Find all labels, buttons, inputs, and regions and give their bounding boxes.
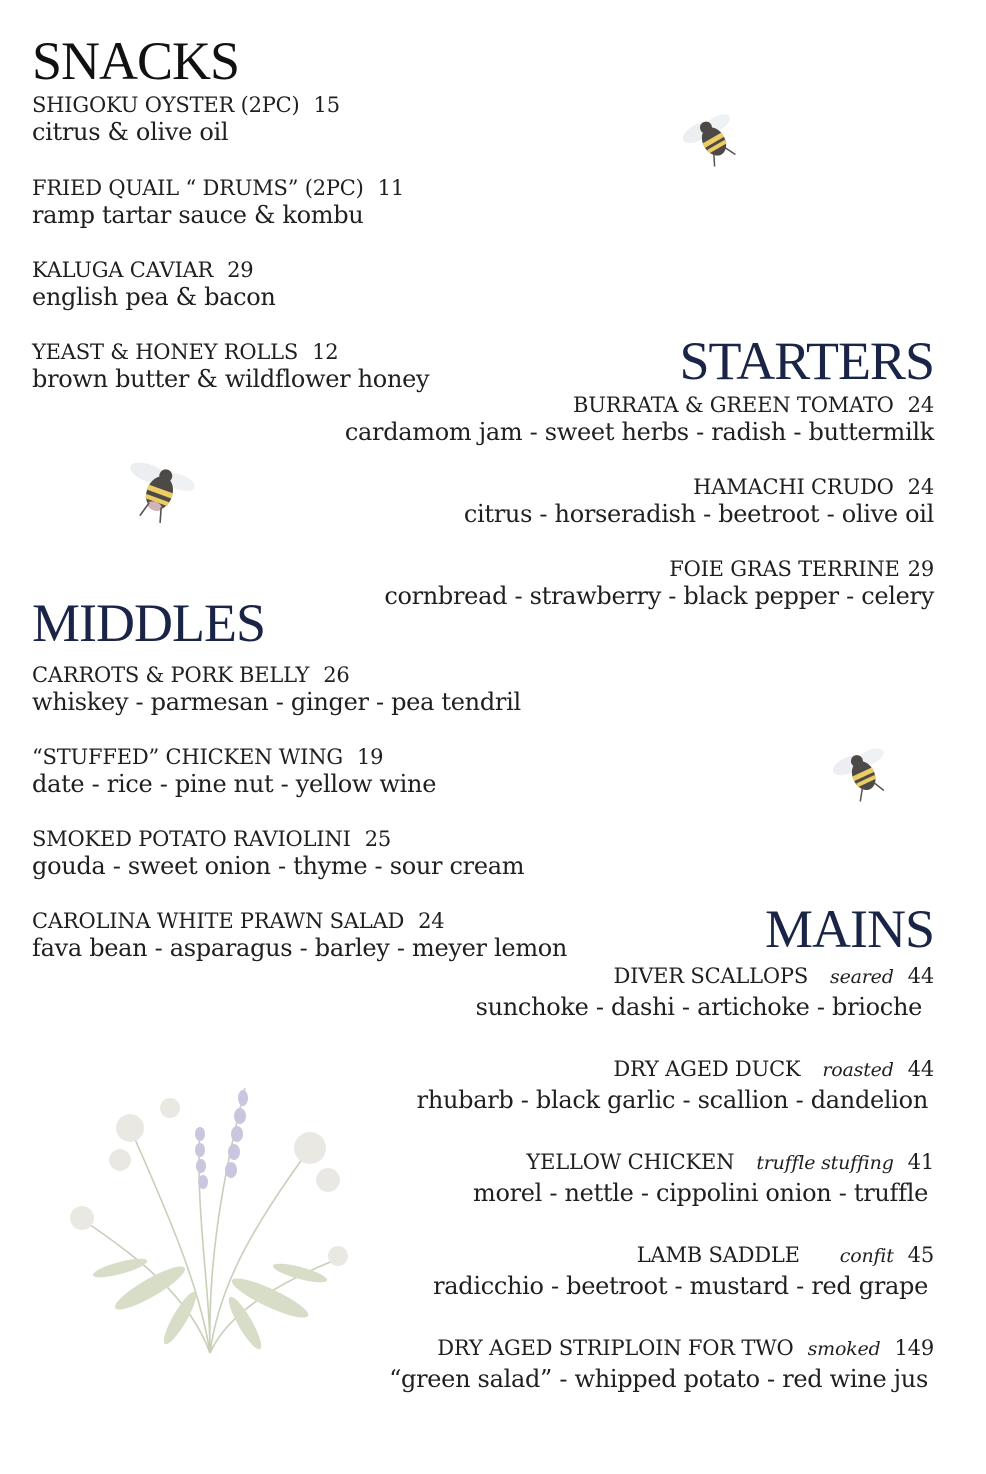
menu-item-dry-aged-duck (417, 1056, 934, 1114)
item-name: KALUGA CAVIAR (32, 258, 214, 282)
item-name: SMOKED POTATO RAVIOLINI (32, 827, 351, 851)
menu-item-dry-aged-striploin (389, 1335, 934, 1393)
item-name: YEAST & HONEY ROLLS (32, 340, 299, 364)
item-description: date - rice - pine nut - yellow wine (32, 770, 437, 798)
wildflower-bouquet-illustration (60, 1068, 360, 1358)
item-description: brown butter & wildflower honey (32, 365, 430, 393)
item-description: cardamom jam - sweet herbs - radish - buttermilk (344, 418, 934, 446)
item-description: citrus & olive oil (32, 118, 229, 146)
item-price: 44 (907, 964, 934, 988)
snacks-heading: SNACKS (32, 31, 240, 91)
menu-item-shigoku-oyster (32, 92, 340, 146)
item-name: FRIED QUAIL “ DRUMS” (2PC) (32, 176, 364, 200)
item-name: YELLOW CHICKEN (526, 1150, 735, 1174)
item-name: CAROLINA WHITE PRAWN SALAD (32, 909, 405, 933)
item-description: morel - nettle - cippolini onion - truffle (472, 1179, 928, 1207)
item-description: cornbread - strawberry - black pepper - celery (384, 582, 934, 610)
item-price: 19 (357, 745, 384, 769)
item-price: 29 (907, 557, 934, 581)
bee-illustration-middle-right (822, 732, 902, 812)
item-price: 149 (894, 1336, 934, 1360)
menu-item-stuffed-chicken-wing (32, 744, 436, 798)
item-price: 24 (907, 393, 934, 417)
item-description: “green salad” - whipped potato - red wine jus (389, 1365, 928, 1393)
item-price: 15 (313, 93, 340, 117)
menu-item-carrots-pork-belly (32, 662, 521, 716)
item-name: CARROTS & PORK BELLY (32, 663, 310, 687)
menu-item-yeast-honey-rolls (32, 339, 429, 393)
menu-item-burrata (345, 392, 934, 446)
menu-item-smoked-potato-raviolini (32, 826, 524, 880)
item-price: 45 (907, 1243, 934, 1267)
item-preparation: truffle stuffing (756, 1152, 894, 1174)
menu-item-hamachi-crudo (464, 474, 934, 528)
middles-heading: MIDDLES (32, 593, 265, 653)
item-name: DRY AGED STRIPLOIN FOR TWO (437, 1336, 794, 1360)
item-description: citrus - horseradish - beetroot - olive oil (463, 500, 934, 528)
item-price: 26 (323, 663, 350, 687)
menu-item-lamb-saddle (433, 1242, 934, 1300)
item-preparation: roasted (822, 1059, 894, 1081)
item-description: fava bean - asparagus - barley - meyer lemon (32, 934, 568, 962)
menu-item-carolina-prawn-salad (32, 908, 567, 962)
item-price: 29 (227, 258, 254, 282)
item-price: 24 (907, 475, 934, 499)
bee-illustration-top (672, 98, 752, 178)
item-name: SHIGOKU OYSTER (2PC) (32, 93, 300, 117)
item-name: BURRATA & GREEN TOMATO (572, 393, 894, 417)
item-description: english pea & bacon (32, 283, 276, 311)
starters-heading: STARTERS (679, 331, 934, 391)
item-description: gouda - sweet onion - thyme - sour cream (32, 852, 525, 880)
mains-heading: MAINS (764, 899, 934, 959)
item-description: sunchoke - dashi - artichoke - brioche (475, 993, 922, 1021)
item-price: 11 (377, 176, 404, 200)
item-price: 25 (364, 827, 392, 851)
item-name: DRY AGED DUCK (613, 1057, 801, 1081)
item-name: DIVER SCALLOPS (613, 964, 809, 988)
item-description: whiskey - parmesan - ginger - pea tendril (32, 688, 521, 716)
item-description: ramp tartar sauce & kombu (32, 201, 364, 229)
item-description: rhubarb - black garlic - scallion - dandelion (416, 1086, 928, 1114)
item-name: LAMB SADDLE (636, 1243, 800, 1267)
menu-item-fried-quail-drums (32, 175, 404, 229)
bee-illustration-middle-left (118, 446, 204, 532)
item-preparation: confit (839, 1245, 894, 1267)
item-name: “STUFFED” CHICKEN WING (32, 745, 343, 769)
item-preparation: smoked (807, 1338, 881, 1360)
item-price: 41 (907, 1150, 934, 1174)
menu-item-foie-gras-terrine (384, 556, 934, 610)
item-price: 12 (312, 340, 339, 364)
item-price: 24 (418, 909, 445, 933)
item-description: radicchio - beetroot - mustard - red grape (433, 1272, 928, 1300)
item-name: HAMACHI CRUDO (693, 475, 894, 499)
item-price: 44 (907, 1057, 934, 1081)
item-name: FOIE GRAS TERRINE (669, 557, 900, 581)
menu-item-kaluga-caviar (32, 257, 276, 311)
menu-item-diver-scallops (476, 963, 934, 1021)
menu-item-yellow-chicken (473, 1149, 934, 1207)
item-preparation: seared (830, 966, 894, 988)
